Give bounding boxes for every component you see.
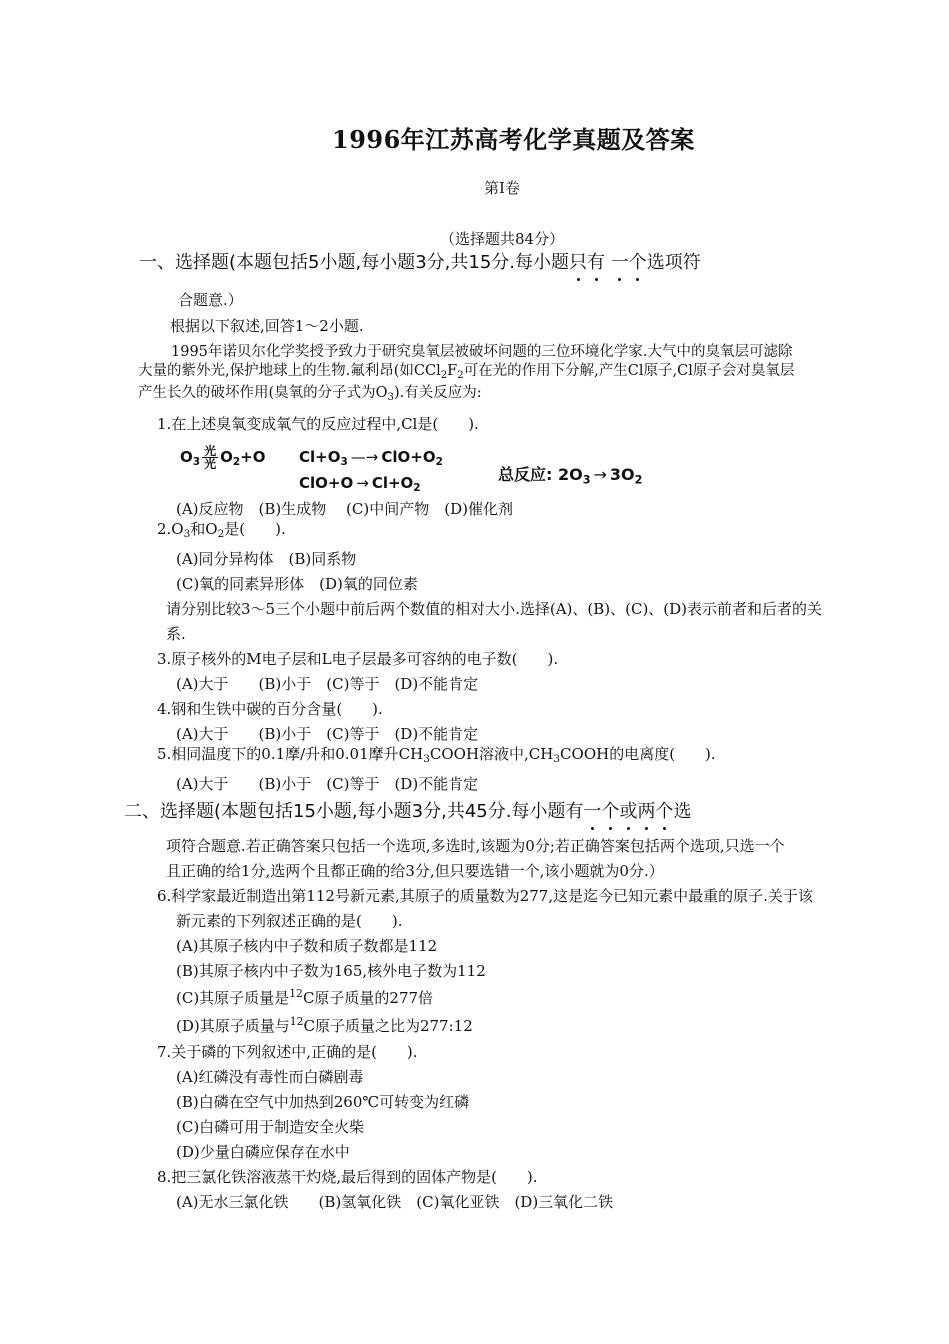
q3-options: (A)大于 (B)小于 (C)等于 (D)不能肯定 [176, 675, 479, 693]
q3-stem: 3.原子核外的M电子层和L电子层最多可容纳的电子数( ). [157, 650, 559, 668]
q6-stem-line1: 6.科学家最近制造出第112号新元素,其原子的质量数为277,这是迄今已知元素中最重的原子.关于该 [157, 887, 813, 905]
section2-heading [124, 797, 691, 823]
q7-option-a: (A)红磷没有毒性而白磷剧毒 [176, 1068, 364, 1086]
q7-option-c: (C)白磷可用于制造安全火柴 [176, 1118, 365, 1136]
emphasis-char: 或 [619, 797, 637, 823]
equation-3: $ClO+O \to Cl+O_2$ [299, 474, 421, 495]
emphasis-char: 只 [569, 248, 587, 274]
section1-heading-end: 选项符 [646, 252, 701, 273]
q8-options: (A)无水三氯化铁 (B)氢氧化铁 (C)氧化亚铁 (D)三氧化二铁 [176, 1193, 614, 1211]
q8-stem: 8.把三氯化铁溶液蒸干灼烧,最后得到的固体产物是( ). [157, 1168, 538, 1186]
section2-heading-end: 选 [673, 801, 692, 822]
reaction-arrow: → [593, 465, 607, 484]
q2-options-row1: (A)同分异构体 (B)同系物 [176, 550, 357, 568]
emphasis-char: 一 [583, 797, 601, 823]
emphasis-char: 个 [601, 797, 619, 823]
emphasis-char: 一 [611, 248, 629, 274]
passage-line-2: 大量的紫外光,保护地球上的生物.氟利昂(如$CCl_2F_2$可在光的作用下分解,产生Cl原子,Cl原子会对臭氧层 [138, 363, 795, 382]
section1-heading-main: 一、选择题(本题包括5小题,每小题3分,共15分.每小题 [139, 252, 569, 273]
q6-stem-line2: 新元素的下列叙述正确的是( ). [176, 912, 403, 930]
total-reaction: 总反应: $2O_3 \to 3O_2$ [498, 465, 643, 487]
compare-intro-line2: 系. [166, 625, 186, 643]
q4-stem: 4.钢和生铁中碳的百分含量( ). [157, 700, 383, 718]
q2-stem: $2.O_3$和$O_2$是( ). [157, 520, 286, 541]
section1-heading [139, 248, 701, 274]
q1-options: (A)反应物 (B)生成物 (C)中间产物 (D)催化剂 [176, 500, 513, 518]
page-title: 1996年江苏高考化学真题及答案 [332, 125, 695, 154]
equation-2: $Cl+O_3$ —→ $ClO+O_2$ [299, 448, 443, 469]
q6-option-b: (B)其原子核内中子数为165,核外电子数为112 [176, 962, 486, 980]
q6-option-a: (A)其原子核内中子数和质子数都是112 [176, 937, 438, 955]
emphasis-char: 个 [629, 248, 647, 274]
q4-options: (A)大于 (B)小于 (C)等于 (D)不能肯定 [176, 725, 479, 743]
section2-cont-line2: 且正确的给1分,选两个且都正确的给3分,但只要选错一个,该小题就为0分.） [166, 862, 664, 880]
passage-line-3: 产生长久的破坏作用(臭氧的分子式为$O_3$).有关反应为: [138, 385, 482, 404]
emphasis-char: 个 [655, 797, 673, 823]
q5-options: (A)大于 (B)小于 (C)等于 (D)不能肯定 [176, 775, 479, 793]
q6-option-d: (D)其原子质量与$^{12}$C原子质量之比为277:12 [176, 1015, 473, 1035]
passage-line-1: 1995年诺贝尔化学奖授予致力于研究臭氧层被破坏问题的三位环境化学家.大气中的臭氧层可滤除 [171, 344, 793, 360]
q7-option-d: (D)少量白磷应保存在水中 [176, 1143, 350, 1161]
q6-option-c: (C)其原子质量是$^{12}$C原子质量的277倍 [176, 987, 434, 1007]
reaction-arrow: —→ [350, 448, 379, 466]
q2-options-row2: (C)氧的同素异形体 (D)氧的同位素 [176, 575, 418, 593]
light-condition: $\frac{\text{光}}{\text{光}}$ [204, 444, 217, 471]
section2-heading-main: 二、选择题(本题包括15小题,每小题3分,共45分.每小题有 [124, 801, 584, 822]
volume-label: 第I卷 [484, 179, 520, 197]
section2-cont-line1: 项符合题意.若正确答案只包括一个选项,多选时,该题为0分;若正确答案包括两个选项,只选一个 [166, 837, 785, 855]
q5-stem: 5.相同温度下的0.1摩/升和0.01摩升$CH_3COOH$溶液中$,CH_3COOH$的电离度( ). [157, 745, 716, 766]
compare-intro-line1: 请分别比较3～5三个小题中前后两个数值的相对大小.选择(A)、(B)、(C)、(D)表示前者和后者的关 [166, 600, 823, 618]
intro-q1-q2: 根据以下叙述,回答1～2小题. [170, 317, 364, 335]
emphasis-char: 两 [637, 797, 655, 823]
volume-note: （选择题共84分） [440, 230, 565, 248]
emphasis-char: 有 [587, 248, 605, 274]
section1-heading-cont: 合题意.） [178, 291, 243, 309]
q7-stem: 7.关于磷的下列叙述中,正确的是( ). [157, 1043, 418, 1061]
reaction-arrow: → [356, 474, 369, 492]
equation-1: $O_3$ $\frac{\text{光}}{\text{光}} O_2+O$ [180, 444, 266, 471]
q1-stem: 1.在上述臭氧变成氧气的反应过程中,Cl是( ). [157, 415, 479, 433]
q7-option-b: (B)白磷在空气中加热到260℃可转变为红磷 [176, 1093, 470, 1111]
